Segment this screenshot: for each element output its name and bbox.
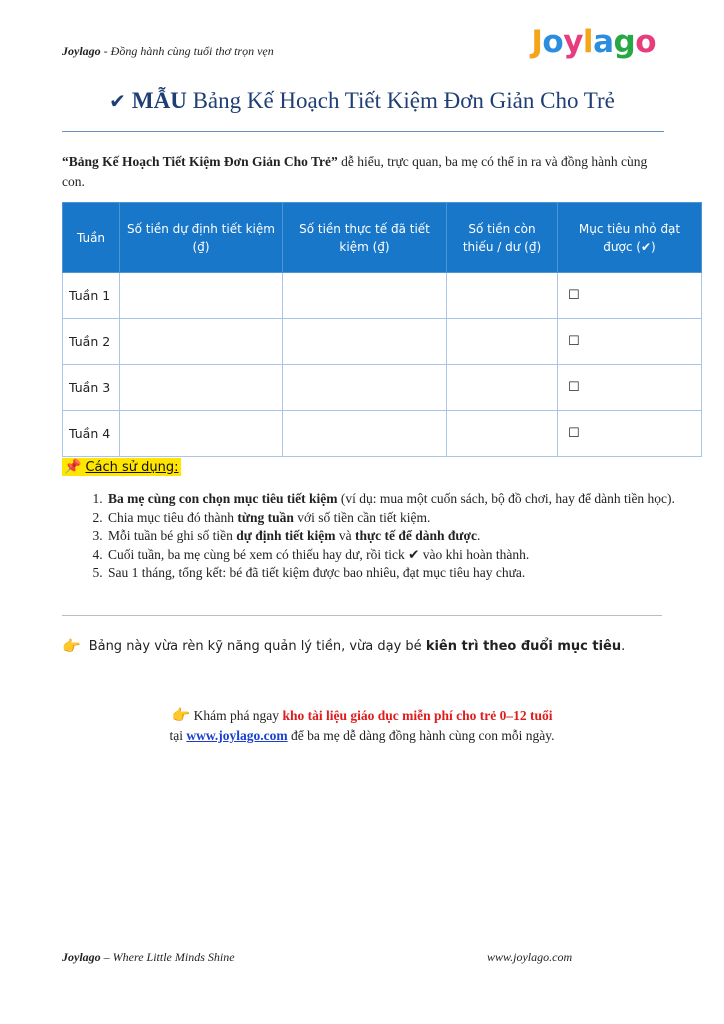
note-text-wrap: [89, 639, 626, 654]
actual-cell[interactable]: [283, 411, 447, 457]
step-text: Sau 1 tháng, tổng kết: bé đã tiết kiệm được bao nhiêu, đạt mục tiêu hay chưa.: [108, 565, 526, 580]
intro-text: dễ hiểu, trực quan, ba mẹ có thể in ra và đồng hành cùng con.: [62, 154, 648, 189]
promo-highlight: kho tài liệu giáo dục miễn phí cho trẻ 0–12 tuổi: [282, 708, 553, 723]
promo-line-2: [62, 726, 662, 746]
promo-block: [62, 706, 662, 746]
goal-checkbox[interactable]: ☐: [558, 365, 702, 411]
footer-tagline-text: – Where Little Minds Shine: [100, 950, 235, 964]
planned-cell[interactable]: [120, 273, 283, 319]
step-text: Cuối tuần, ba mẹ cùng bé xem có thiếu hay dư, rồi tick ✔ vào khi hoàn thành.: [108, 546, 530, 562]
pointing-hand-icon: 👉: [171, 708, 191, 724]
note-bold: kiên trì theo đuổi mục tiêu: [425, 638, 622, 654]
week-cell: Tuần 4: [63, 411, 120, 457]
actual-cell[interactable]: [283, 319, 447, 365]
step-text: Mỗi tuần bé ghi số tiền: [108, 528, 237, 543]
section-divider: [62, 615, 662, 616]
table-row: [63, 319, 702, 365]
joylago-logo[interactable]: [531, 24, 656, 60]
goal-checkbox[interactable]: ☐: [558, 411, 702, 457]
step-bold: Ba mẹ cùng con chọn mục tiêu tiết kiệm: [108, 491, 338, 506]
logo-letter: g: [613, 24, 636, 60]
week-cell: Tuần 3: [63, 365, 120, 411]
step-text: với số tiền cần tiết kiệm.: [293, 509, 431, 525]
header-goal-achieved: Mục tiêu nhỏ đạt được (✔): [558, 203, 702, 273]
list-item: [106, 490, 716, 509]
title-divider: [62, 131, 664, 132]
title-rest: Bảng Kế Hoạch Tiết Kiệm Đơn Giản Cho Trẻ: [186, 88, 615, 113]
promo-prefix: Khám phá ngay: [190, 708, 283, 723]
planned-cell[interactable]: [120, 365, 283, 411]
check-icon: ✔: [109, 89, 126, 113]
list-item: [106, 564, 716, 583]
table-row: [63, 411, 702, 457]
planned-cell[interactable]: [120, 319, 283, 365]
header-actual-amount: Số tiền thực tế đã tiết kiệm (₫): [283, 203, 447, 273]
table-row: [63, 273, 702, 319]
goal-checkbox[interactable]: ☐: [558, 319, 702, 365]
intro-quote: “Bảng Kế Hoạch Tiết Kiệm Đơn Giản Cho Trẻ”: [62, 154, 338, 169]
logo-letter: o: [635, 24, 656, 60]
difference-cell[interactable]: [447, 365, 558, 411]
list-item: [106, 546, 716, 565]
difference-cell[interactable]: [447, 319, 558, 365]
actual-cell[interactable]: [283, 365, 447, 411]
logo-letter: l: [582, 24, 594, 60]
planned-cell[interactable]: [120, 411, 283, 457]
step-text: và: [335, 528, 355, 543]
logo-letter: J: [531, 24, 543, 60]
joylago-link[interactable]: www.joylago.com: [186, 728, 288, 743]
list-item: [106, 509, 716, 528]
usage-heading: [62, 458, 181, 476]
step-text: Chia mục tiêu đó thành: [108, 509, 238, 525]
step-bold: từng tuần: [237, 509, 294, 525]
note-line: [62, 637, 625, 655]
header-tagline: [62, 44, 274, 59]
step-bold: thực tế để dành được: [355, 528, 477, 543]
footer-tagline: [62, 950, 235, 965]
goal-checkbox[interactable]: ☐: [558, 273, 702, 319]
note-end: .: [621, 638, 626, 654]
header-difference: Số tiền còn thiếu / dư (₫): [447, 203, 558, 273]
list-item: [106, 527, 716, 546]
promo-line-1: [62, 706, 662, 726]
header-brand: Joylago: [62, 44, 101, 58]
difference-cell[interactable]: [447, 411, 558, 457]
actual-cell[interactable]: [283, 273, 447, 319]
step-bold: dự định tiết kiệm: [236, 528, 336, 543]
page-title: [62, 88, 662, 114]
logo-letter: a: [593, 24, 614, 60]
intro-paragraph: [62, 152, 667, 192]
logo-letter: o: [542, 24, 564, 60]
footer-url[interactable]: www.joylago.com: [487, 950, 573, 964]
logo-letter: y: [563, 24, 583, 60]
week-cell: Tuần 1: [63, 273, 120, 319]
pointing-hand-icon: 👉: [62, 637, 81, 655]
title-bold: MẪU: [131, 88, 187, 113]
week-cell: Tuần 2: [63, 319, 120, 365]
footer-brand: Joylago: [62, 950, 101, 964]
usage-label: Cách sử dụng:: [85, 459, 179, 475]
promo-prefix-2: tại: [169, 728, 187, 743]
table-header-row: [63, 203, 702, 273]
table-row: [63, 365, 702, 411]
header-tagline-text: - Đồng hành cùng tuổi thơ trọn vẹn: [100, 44, 274, 58]
usage-steps-list: [62, 490, 716, 583]
pushpin-icon: 📌: [64, 459, 82, 475]
note-text: Bảng này vừa rèn kỹ năng quản lý tiền, vừa dạy bé: [88, 638, 426, 654]
difference-cell[interactable]: [447, 273, 558, 319]
step-text: .: [476, 528, 481, 543]
savings-plan-table: [62, 202, 702, 457]
step-text: (ví dụ: mua một cuốn sách, bộ đồ chơi, hay để dành tiền học).: [337, 491, 675, 506]
header-week: Tuần: [63, 203, 120, 273]
promo-suffix: để ba mẹ dễ dàng đồng hành cùng con mỗi ngày.: [287, 728, 555, 743]
header-planned-amount: Số tiền dự định tiết kiệm (₫): [120, 203, 283, 273]
